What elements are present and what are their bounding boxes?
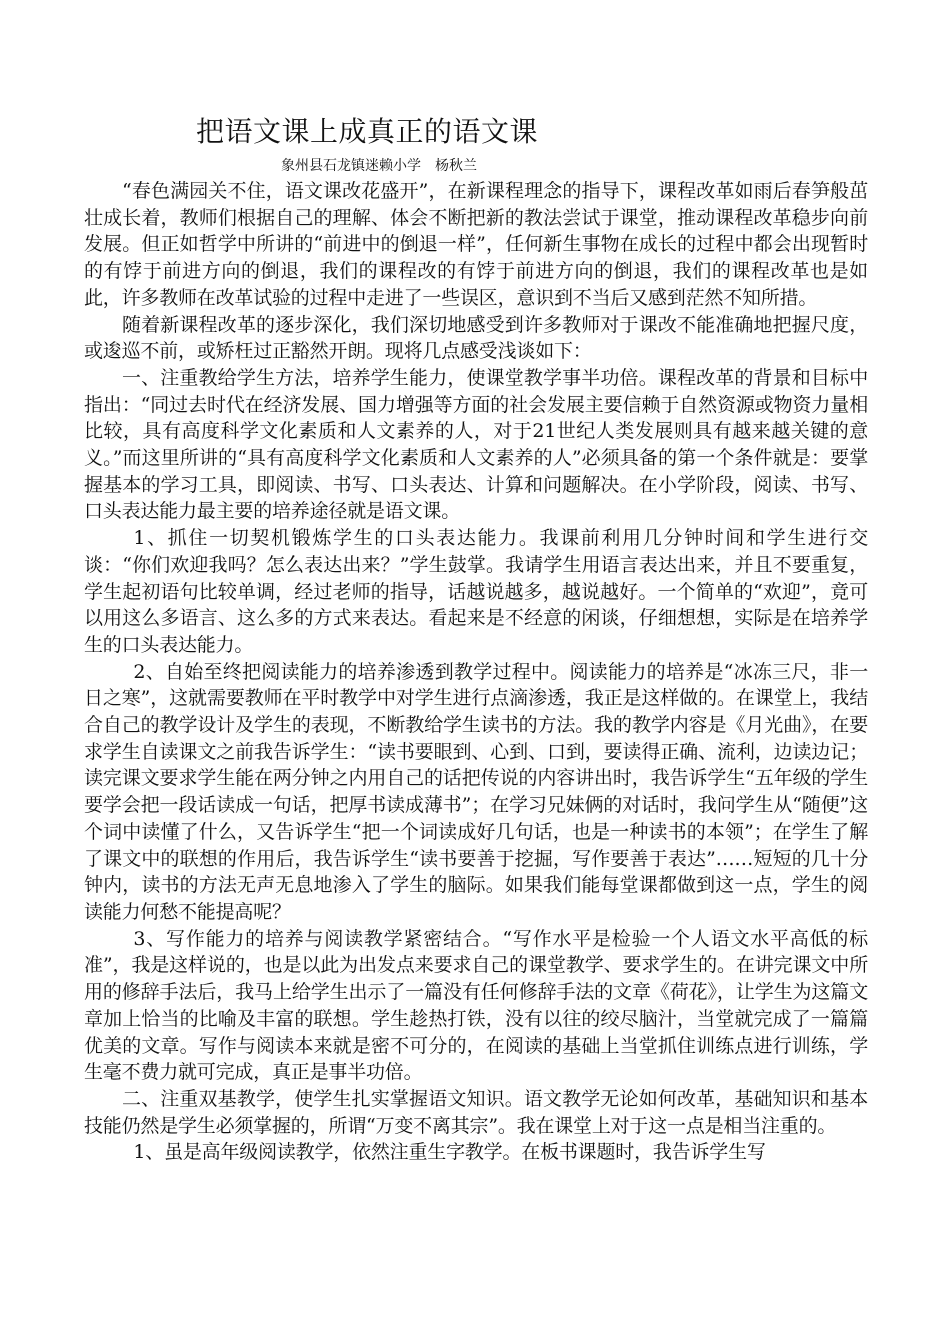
document-page <box>84 112 868 1166</box>
paragraph-point-1-1: 1、抓住一切契机锻炼学生的口头表达能力。我课前利用几分钟时间和学生进行交谈：“你们欢迎我吗？怎么表达出来？”学生鼓掌。我请学生用语言表达出来，并且不要重复，学生起初语句比较单调，经过老师的指导，话越说越多，越说越好。一个简单的“欢迎”，竟可以用这么多语言、这么多的方式来表达。看起来是不经意的闲谈，仔细想想，实际是在培养学生的口头表达能力。 <box>84 527 868 656</box>
author-byline: 象州县石龙镇迷赖小学 杨秋兰 <box>281 158 477 174</box>
paragraph-point-1-2: 2、自始至终把阅读能力的培养渗透到教学过程中。阅读能力的培养是“冰冻三尺，非一日之寒”，这就需要教师在平时教学中对学生进行点滴渗透，我正是这样做的。在课堂上，我结合自己的教学设计及学生的表现，不断教给学生读书的方法。我的教学内容是《月光曲》，在要求学生自读课文之前我告诉学生：“读书要眼到、心到、口到，要读得正确、流利，边读边记；读完课文要求学生能在两分钟之内用自己的话把传说的内容讲出时，我告诉学生“五年级的学生要学会把一段话读成一句话，把厚书读成薄书”；在学习兄妹俩的对话时，我问学生从“随便”这个词中读懂了什么，又告诉学生“把一个词读成好几句话，也是一种读书的本领”；在学生了解了课文中的联想的作用后，我告诉学生“读书要善于挖掘，写作要善于表达”……短短的几十分钟内，读书的方法无声无息地渗入了学生的脑际。如果我们能每堂课都做到这一点，学生的阅读能力何愁不能提高呢？ <box>84 660 868 923</box>
paragraph-point-1-3: 3、写作能力的培养与阅读教学紧密结合。“写作水平是检验一个人语文水平高低的标准”，我是这样说的，也是以此为出发点来要求自己的课堂教学、要求学生的。在讲完课文中所用的修辞手法后，我马上给学生出示了一篇没有任何修辞手法的文章《荷花》，让学生为这篇文章加上恰当的比喻及丰富的联想。学生趁热打铁，没有以往的绞尽脑汁，当堂就完成了一篇篇优美的文章。写作与阅读本来就是密不可分的，在阅读的基础上当堂抓住训练点进行训练，学生毫不费力就可完成，真正是事半功倍。 <box>84 927 868 1084</box>
paragraph-section-1: 一、注重教给学生方法，培养学生能力，使课堂教学事半功倍。课程改革的背景和目标中指出：“同过去时代在经济发展、国力增强等方面的社会发展主要信赖于自然资源或物资力量相比较，具有高度科学文化素质和人文素养的人，对于21世纪人类发展则具有越来越关键的意义。”而这里所讲的“具有高度科学文化素质和人文素养的人”必须具备的第一个条件就是：要掌握基本的学习工具，即阅读、书写、口头表达、计算和问题解决。在小学阶段，阅读、书写、口头表达能力最主要的培养途径就是语文课。 <box>84 366 868 523</box>
paragraph-intro: “春色满园关不住，语文课改花盛开”，在新课程理念的指导下，课程改革如雨后春笋般茁壮成长着，教师们根据自己的理解、体会不断把新的教法尝试于课堂，推动课程改革稳步向前发展。但正如哲学中所讲的“前进中的倒退一样”，任何新生事物在成长的过程中都会出现暂时的有饽于前进方向的倒退，我们的课程改的有饽于前进方向的倒退，我们的课程改革也是如此，许多教师在改革试验的过程中走进了一些误区，意识到不当后又感到茫然不知所措。 <box>84 180 868 309</box>
paragraph-point-2-1: 1、虽是高年级阅读教学，依然注重生字教学。在板书课题时，我告诉学生写 <box>133 1141 766 1164</box>
paragraph-overview: 随着新课程改革的逐步深化，我们深切地感受到许多教师对于课改不能准确地把握尺度，或逡巡不前，或矫枉过正豁然开朗。现将几点感受浅谈如下： <box>84 313 868 363</box>
article-title: 把语文课上成真正的语文课 <box>196 115 539 148</box>
paragraph-section-2: 二、注重双基教学，使学生扎实掌握语文知识。语文教学无论如何改革，基础知识和基本技能仍然是学生必须掌握的，所谓“万变不离其宗”。我在课堂上对于这一点是相当注重的。 <box>84 1087 868 1137</box>
